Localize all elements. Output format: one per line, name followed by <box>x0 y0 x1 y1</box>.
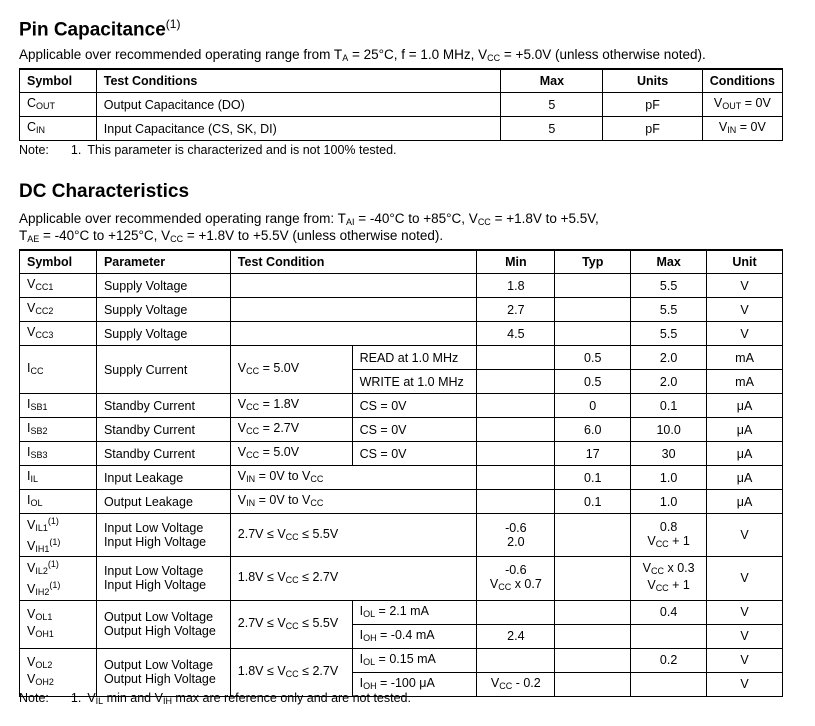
cell-condition: Output Capacitance (DO) <box>96 93 501 117</box>
header-typ: Typ <box>555 250 631 274</box>
pin-capacitance-table <box>19 68 783 141</box>
dc-characteristics-title: DC Characteristics <box>19 181 190 202</box>
cell-parameter: Input Leakage <box>96 466 230 490</box>
header-conditions: Conditions <box>702 69 782 93</box>
cell-max: 1.0 <box>631 466 707 490</box>
cell-min: -0.6 2.0 <box>477 514 555 557</box>
cell-max: 5.5 <box>631 298 707 322</box>
cell-test-condition: $1.8V \le V_{CC} \le 2.7V$ <box>230 648 352 696</box>
cell-min: -0.6 $V_{CC}$ x 0.7 <box>477 557 555 600</box>
cell-unit: μA <box>707 466 783 490</box>
cell-parameter: Input Low Voltage Input High Voltage <box>96 514 230 557</box>
cell-min: 2.7 <box>477 298 555 322</box>
cell-max: 1.0 <box>631 490 707 514</box>
cell-parameter: Supply Voltage <box>96 274 230 298</box>
cell-typ: 17 <box>555 442 631 466</box>
cell-unit: μA <box>707 490 783 514</box>
cell-conditions: $V_{OUT} = 0V$ <box>702 93 782 117</box>
cell-max: 5 <box>501 93 603 117</box>
cell-max: 5.5 <box>631 274 707 298</box>
cell-test-condition: $V_{CC} = 1.8V$ <box>230 394 352 418</box>
cell-test-condition-2: CS = 0V <box>352 418 477 442</box>
header-test-conditions: Test Conditions <box>96 69 501 93</box>
table-header-row <box>20 250 783 274</box>
cell-max: 5 <box>501 117 603 141</box>
header-symbol: Symbol <box>20 250 97 274</box>
cell-unit: V <box>707 298 783 322</box>
cell-symbol: $V_{IL2}^{(1)}$ $V_{IH2}^{(1)}$ <box>20 557 97 600</box>
header-units: Units <box>603 69 702 93</box>
table-row <box>20 490 783 514</box>
table-row <box>20 442 783 466</box>
cell-min: 4.5 <box>477 322 555 346</box>
cell-test-condition-2: WRITE at 1.0 MHz <box>352 370 477 394</box>
header-parameter: Parameter <box>96 250 230 274</box>
cell-min <box>477 394 555 418</box>
cell-test-condition: $2.7V \le V_{CC} \le 5.5V$ <box>230 600 352 648</box>
cell-test-condition: $V_{CC} = 2.7V$ <box>230 418 352 442</box>
cell-unit: V <box>707 274 783 298</box>
cell-min <box>477 648 555 672</box>
table-row <box>20 557 783 600</box>
cell-unit: mA <box>707 370 783 394</box>
cell-parameter: Output Low Voltage Output High Voltage <box>96 648 230 696</box>
dc-subtitle-line-1: Applicable over recommended operating range from: $T_{AI} = -40^\circ C$ to +85°C, $V_{CC} = +1.8V$ to +5.5V, <box>19 211 599 227</box>
cell-unit: V <box>707 557 783 600</box>
cell-max: 2.0 <box>631 370 707 394</box>
cell-symbol: $V_{IL1}^{(1)}$ $V_{IH1}^{(1)}$ <box>20 514 97 557</box>
cell-symbol: $I_{OL}$ <box>20 490 97 514</box>
cell-typ <box>555 298 631 322</box>
table-row <box>20 93 783 117</box>
cell-typ <box>555 600 631 624</box>
cell-test-condition-2: $I_{OH} = -100$ μA <box>352 672 477 696</box>
cell-units: pF <box>603 93 702 117</box>
cell-min: 2.4 <box>477 624 555 648</box>
cell-test-condition <box>230 274 477 298</box>
cell-parameter: Input Low Voltage Input High Voltage <box>96 557 230 600</box>
pin-capacitance-title: Pin Capacitance$^{(1)}$ <box>19 17 181 41</box>
cell-min <box>477 418 555 442</box>
cell-unit: V <box>707 322 783 346</box>
cell-min <box>477 346 555 370</box>
cell-units: pF <box>603 117 702 141</box>
cell-symbol: $I_{SB3}$ <box>20 442 97 466</box>
cell-symbol: $V_{OL2}$ $V_{OH2}$ <box>20 648 97 696</box>
cell-max: 10.0 <box>631 418 707 442</box>
cell-parameter: Output Low Voltage Output High Voltage <box>96 600 230 648</box>
cell-typ <box>555 274 631 298</box>
cell-test-condition-2: $I_{OH} = -0.4$ mA <box>352 624 477 648</box>
cell-parameter: Supply Voltage <box>96 322 230 346</box>
cell-symbol: $I_{CC}$ <box>20 346 97 394</box>
cell-test-condition-2: CS = 0V <box>352 442 477 466</box>
cell-unit: μA <box>707 442 783 466</box>
pin-capacitance-subtitle: Applicable over recommended operating range from $T_A = 25^\circ C$, f = 1.0 MHz, $V_{CC} = +5.0V$ (unless otherwise noted). <box>19 47 706 63</box>
cell-max: 2.0 <box>631 346 707 370</box>
cell-test-condition-2: READ at 1.0 MHz <box>352 346 477 370</box>
cell-symbol: $I_{IL}$ <box>20 466 97 490</box>
cell-unit: V <box>707 648 783 672</box>
cell-typ: 0.1 <box>555 466 631 490</box>
cell-max: 0.4 <box>631 600 707 624</box>
header-test-condition: Test Condition <box>230 250 477 274</box>
cell-typ: 0 <box>555 394 631 418</box>
cell-typ: 0.1 <box>555 490 631 514</box>
header-unit: Unit <box>707 250 783 274</box>
cell-symbol: $C_{OUT}$ <box>20 93 97 117</box>
cell-unit: mA <box>707 346 783 370</box>
cell-typ <box>555 557 631 600</box>
cell-unit: V <box>707 672 783 696</box>
cell-typ <box>555 514 631 557</box>
cell-condition: Input Capacitance (CS, SK, DI) <box>96 117 501 141</box>
pin-note: Note: 1. This parameter is characterized and is not 100% tested. <box>19 143 397 157</box>
cell-parameter: Standby Current <box>96 394 230 418</box>
cell-conditions: $V_{IN} = 0V$ <box>702 117 782 141</box>
cell-test-condition: $V_{IN} = 0V$ to $V_{CC}$ <box>230 490 477 514</box>
table-row <box>20 466 783 490</box>
table-row <box>20 514 783 557</box>
cell-typ: 6.0 <box>555 418 631 442</box>
dc-characteristics-table <box>19 249 783 697</box>
cell-min <box>477 600 555 624</box>
table-row <box>20 600 783 624</box>
cell-max: 5.5 <box>631 322 707 346</box>
cell-test-condition: $V_{IN} = 0V$ to $V_{CC}$ <box>230 466 477 490</box>
cell-symbol: $V_{CC1}$ <box>20 274 97 298</box>
cell-test-condition: $1.8V \le V_{CC} \le 2.7V$ <box>230 557 477 600</box>
table-header-row <box>20 69 783 93</box>
cell-max <box>631 672 707 696</box>
header-max: Max <box>631 250 707 274</box>
cell-min <box>477 490 555 514</box>
cell-max: 0.2 <box>631 648 707 672</box>
cell-unit: V <box>707 514 783 557</box>
header-symbol: Symbol <box>20 69 97 93</box>
cell-min: $V_{CC} - 0.2$ <box>477 672 555 696</box>
cell-test-condition-2: $I_{OL} = 0.15$ mA <box>352 648 477 672</box>
cell-typ <box>555 648 631 672</box>
cell-symbol: $V_{OL1}$ $V_{OH1}$ <box>20 600 97 648</box>
cell-unit: V <box>707 600 783 624</box>
cell-min <box>477 466 555 490</box>
cell-max: 0.1 <box>631 394 707 418</box>
cell-typ: 0.5 <box>555 370 631 394</box>
header-max: Max <box>501 69 603 93</box>
table-row <box>20 274 783 298</box>
dc-note: Note: 1. $V_{IL}$ min and $V_{IH}$ max are reference only and are not tested. <box>19 691 411 706</box>
table-row <box>20 117 783 141</box>
cell-parameter: Supply Current <box>96 346 230 394</box>
cell-typ: 0.5 <box>555 346 631 370</box>
header-min: Min <box>477 250 555 274</box>
cell-parameter: Standby Current <box>96 418 230 442</box>
table-row <box>20 648 783 672</box>
cell-symbol: $C_{IN}$ <box>20 117 97 141</box>
table-row <box>20 346 783 370</box>
cell-parameter: Output Leakage <box>96 490 230 514</box>
table-row <box>20 322 783 346</box>
cell-symbol: $V_{CC2}$ <box>20 298 97 322</box>
cell-test-condition <box>230 298 477 322</box>
cell-max <box>631 624 707 648</box>
cell-test-condition-2: CS = 0V <box>352 394 477 418</box>
cell-min <box>477 370 555 394</box>
cell-max: $V_{CC}$ x 0.3 $V_{CC} + 1$ <box>631 557 707 600</box>
cell-min: 1.8 <box>477 274 555 298</box>
cell-unit: μA <box>707 418 783 442</box>
cell-test-condition-2: $I_{OL} = 2.1$ mA <box>352 600 477 624</box>
cell-test-condition: $2.7V \le V_{CC} \le 5.5V$ <box>230 514 477 557</box>
cell-max: 0.8 $V_{CC} + 1$ <box>631 514 707 557</box>
dc-subtitle-line-2: $T_{AE} = -40^\circ C$ to +125°C, $V_{CC} = +1.8V$ to +5.5V (unless otherwise noted). <box>19 228 444 244</box>
cell-symbol: $I_{SB2}$ <box>20 418 97 442</box>
table-row <box>20 394 783 418</box>
cell-test-condition <box>230 322 477 346</box>
cell-typ <box>555 322 631 346</box>
cell-parameter: Standby Current <box>96 442 230 466</box>
cell-typ <box>555 624 631 648</box>
cell-symbol: $V_{CC3}$ <box>20 322 97 346</box>
cell-test-condition: $V_{CC} = 5.0V$ <box>230 442 352 466</box>
cell-symbol: $I_{SB1}$ <box>20 394 97 418</box>
cell-unit: μA <box>707 394 783 418</box>
table-row <box>20 298 783 322</box>
cell-parameter: Supply Voltage <box>96 298 230 322</box>
cell-test-condition: $V_{CC} = 5.0V$ <box>230 346 352 394</box>
cell-min <box>477 442 555 466</box>
cell-unit: V <box>707 624 783 648</box>
table-row <box>20 418 783 442</box>
cell-typ <box>555 672 631 696</box>
cell-max: 30 <box>631 442 707 466</box>
